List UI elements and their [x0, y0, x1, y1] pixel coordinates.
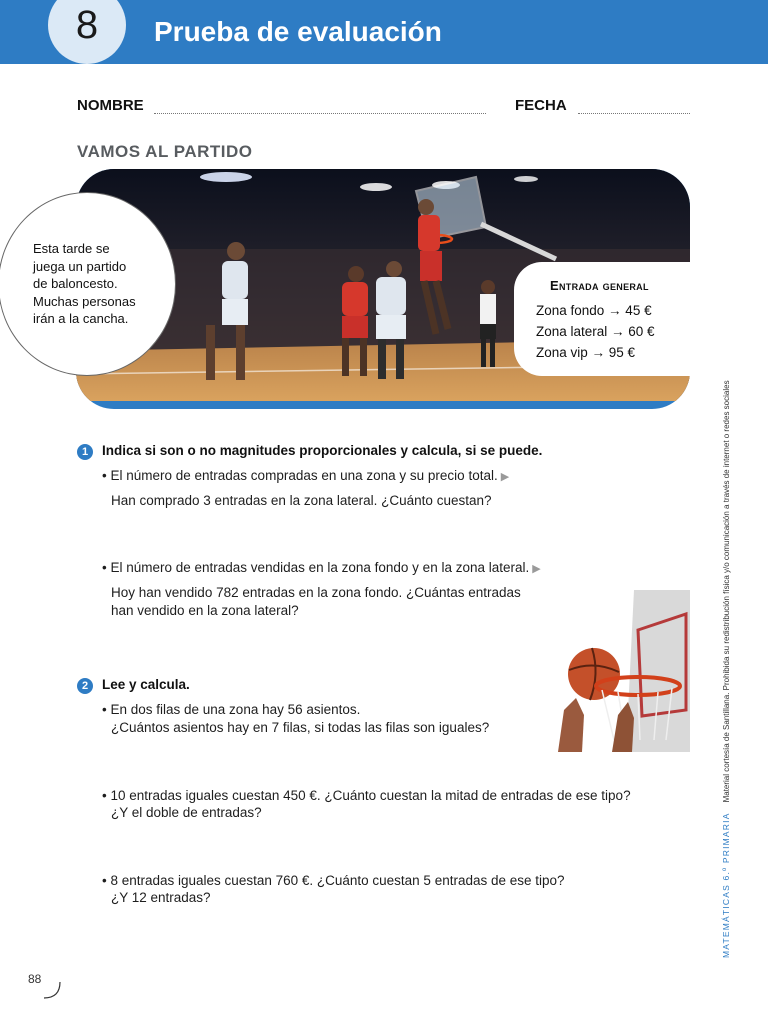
question-2b-line: ¿Y el doble de entradas? [111, 805, 262, 820]
bubble-line: de baloncesto. [33, 276, 118, 291]
question-2-title: Lee y calcula. [102, 677, 190, 692]
bubble-text [33, 240, 153, 328]
page-title: Prueba de evaluación [154, 16, 442, 47]
date-field[interactable] [578, 113, 690, 114]
question-number-badge [77, 678, 93, 694]
question-2a-line: • En dos filas de una zona hay 56 asientos. [102, 702, 361, 717]
question-1b-statement [102, 559, 541, 578]
side-margin-text [721, 380, 731, 958]
book-title: MATEMÁTICAS 6.º PRIMARIA [721, 812, 731, 958]
page-corner-curl-icon [40, 978, 64, 1002]
question-number-badge [77, 444, 93, 460]
name-label: NOMBRE [77, 97, 144, 114]
bubble-line: irán a la cancha. [33, 311, 129, 326]
play-arrow-icon: ▶ [532, 563, 541, 575]
question-1b-prompt-line: han vendido en la zona lateral? [111, 603, 299, 618]
name-field[interactable] [154, 113, 486, 114]
basketball-hoop-photo [554, 590, 690, 752]
date-label: FECHA [515, 97, 567, 114]
question-1a-text: • El número de entradas compradas en una zona y su precio total. [102, 468, 498, 483]
copyright-note: Material cortesía de Santillana. Prohibida su redistribución física y/o comunicación a través de internet o redes sociales [722, 380, 731, 803]
bubble-line: juega un partido [33, 258, 127, 274]
ticket-price-item: Zona fondo → 45 € [536, 303, 652, 318]
question-2c-line: ¿Y 12 entradas? [111, 890, 211, 905]
ticket-price-box [514, 262, 690, 376]
section-title: VAMOS AL PARTIDO [77, 142, 253, 161]
ticket-box-title: Entrada general [550, 278, 649, 293]
question-number: 1 [81, 446, 89, 458]
question-1a-prompt: Han comprado 3 entradas en la zona lateral. ¿Cuánto cuestan? [111, 493, 492, 508]
question-1-title: Indica si son o no magnitudes proporcionales y calcula, si se puede. [102, 443, 543, 458]
question-2a-line: ¿Cuántos asientos hay en 7 filas, si todas las filas son iguales? [111, 720, 490, 735]
question-1a-statement [102, 467, 509, 486]
question-1b-text: • El número de entradas vendidas en la zona fondo y en la zona lateral. [102, 560, 530, 575]
unit-number: 8 [75, 2, 99, 47]
ticket-price-item: Zona lateral → 60 € [536, 324, 655, 339]
question-1b-prompt-line: Hoy han vendido 782 entradas en la zona fondo. ¿Cuántas entradas [111, 585, 521, 600]
play-arrow-icon: ▶ [500, 471, 510, 483]
bubble-line: Muchas personas [33, 293, 136, 309]
ticket-price-item: Zona vip → 95 € [536, 345, 636, 360]
bubble-line: Esta tarde se [33, 241, 110, 256]
question-number: 2 [81, 680, 89, 692]
question-2c-line: • 8 entradas iguales cuestan 760 €. ¿Cuánto cuestan 5 entradas de ese tipo? [102, 873, 565, 888]
question-2b-line: • 10 entradas iguales cuestan 450 €. ¿Cuánto cuestan la mitad de entradas de ese tipo? [102, 788, 631, 803]
page-number: 88 [28, 972, 42, 986]
